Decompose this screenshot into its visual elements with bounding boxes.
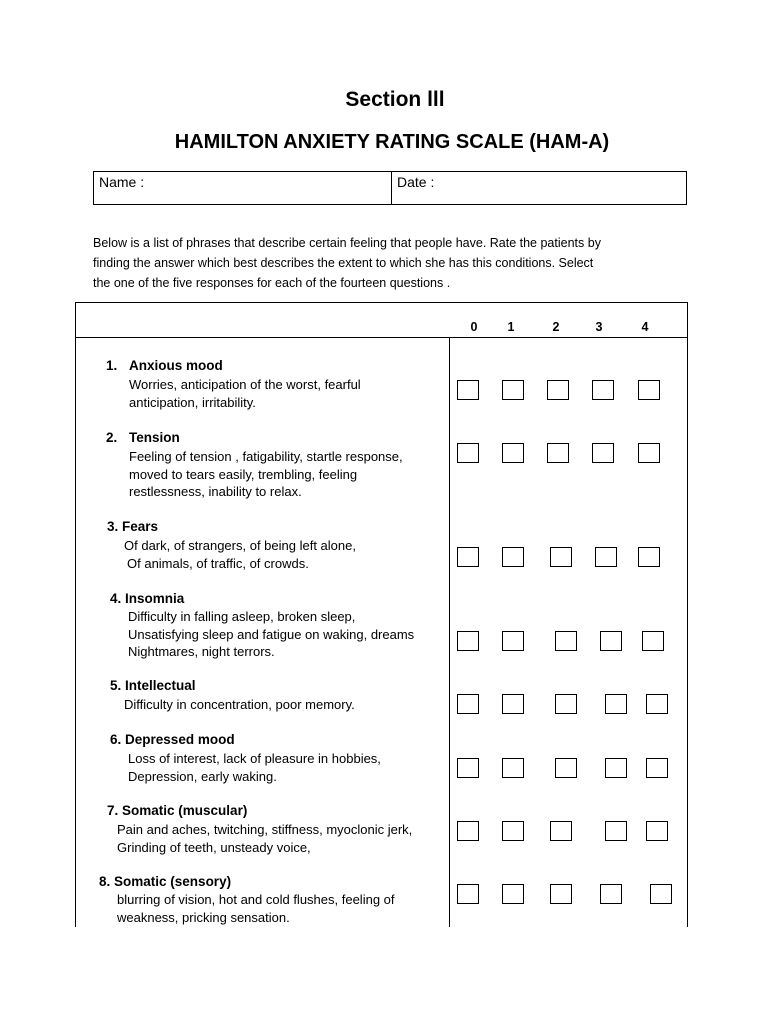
item-description-line: moved to tears easily, trembling, feeling bbox=[129, 466, 358, 482]
rating-box-item6-4[interactable] bbox=[646, 758, 668, 778]
item-title bbox=[107, 519, 158, 534]
item-label: Tension bbox=[129, 430, 180, 445]
scale-header-4: 4 bbox=[641, 320, 649, 334]
item-description-line: Loss of interest, lack of pleasure in hobbies, bbox=[128, 751, 381, 766]
rating-box-item6-2[interactable] bbox=[555, 758, 577, 778]
rating-box-item4-4[interactable] bbox=[642, 631, 664, 651]
item-number: 3. bbox=[107, 519, 119, 534]
rating-box-item8-3[interactable] bbox=[600, 884, 622, 904]
scale-header-0: 0 bbox=[470, 320, 478, 334]
item-number: 1. bbox=[106, 358, 118, 373]
item-description-line: restlessness, inability to relax. bbox=[129, 484, 302, 499]
item-number: 7. bbox=[107, 803, 119, 818]
rating-box-item2-4[interactable] bbox=[638, 443, 660, 463]
item-label: Anxious mood bbox=[129, 358, 223, 373]
item-description-line: Worries, anticipation of the worst, fearful bbox=[129, 377, 361, 392]
rating-box-item5-2[interactable] bbox=[555, 694, 577, 714]
rating-box-item4-1[interactable] bbox=[502, 631, 524, 651]
item-description-line: weakness, pricking sensation. bbox=[117, 909, 290, 925]
rating-box-item6-0[interactable] bbox=[457, 758, 479, 778]
name-field[interactable]: Name : bbox=[94, 172, 392, 204]
item-description bbox=[129, 448, 403, 501]
instructions-line: finding the answer which best describes the extent to which she has this conditions. Select bbox=[93, 256, 594, 270]
rating-box-item4-3[interactable] bbox=[600, 631, 622, 651]
rating-box-item1-2[interactable] bbox=[547, 380, 569, 400]
item-title bbox=[110, 678, 196, 693]
item-label: Insomnia bbox=[125, 591, 185, 606]
rating-box-item7-3[interactable] bbox=[605, 821, 627, 841]
rating-box-item2-0[interactable] bbox=[457, 443, 479, 463]
item-label: Fears bbox=[122, 519, 159, 534]
item-description-line: Depression, early waking. bbox=[128, 768, 277, 784]
item-title bbox=[110, 732, 235, 747]
item-description-line: Unsatisfying sleep and fatigue on waking, dreams bbox=[128, 626, 415, 642]
rating-box-item5-3[interactable] bbox=[605, 694, 627, 714]
item-description bbox=[124, 537, 356, 572]
section-title: Section lll bbox=[345, 88, 445, 111]
rating-box-item2-3[interactable] bbox=[592, 443, 614, 463]
instructions bbox=[93, 233, 683, 293]
rating-box-item1-0[interactable] bbox=[457, 380, 479, 400]
item-number: 4. bbox=[110, 591, 122, 606]
item-number: 2. bbox=[106, 430, 118, 445]
page-title: HAMILTON ANXIETY RATING SCALE (HAM-A) bbox=[174, 131, 610, 153]
rating-box-item3-2[interactable] bbox=[550, 547, 572, 567]
item-label: Intellectual bbox=[125, 678, 196, 693]
item-description bbox=[124, 696, 355, 714]
item-description-line: blurring of vision, hot and cold flushes, feeling of bbox=[117, 892, 395, 907]
rating-box-item5-4[interactable] bbox=[646, 694, 668, 714]
rating-box-item2-2[interactable] bbox=[547, 443, 569, 463]
rating-box-item7-2[interactable] bbox=[550, 821, 572, 841]
item-description bbox=[117, 891, 395, 926]
rating-box-item8-1[interactable] bbox=[502, 884, 524, 904]
rating-box-item7-1[interactable] bbox=[502, 821, 524, 841]
item-description-line: Grinding of teeth, unsteady voice, bbox=[117, 839, 311, 855]
rating-box-item5-0[interactable] bbox=[457, 694, 479, 714]
item-description-line: Pain and aches, twitching, stiffness, myoclonic jerk, bbox=[117, 822, 413, 837]
rating-box-item2-1[interactable] bbox=[502, 443, 524, 463]
item-title bbox=[99, 874, 231, 889]
instructions-line: the one of the five responses for each of the fourteen questions . bbox=[93, 276, 451, 290]
rating-box-item3-0[interactable] bbox=[457, 547, 479, 567]
rating-box-item4-0[interactable] bbox=[457, 631, 479, 651]
rating-box-item1-1[interactable] bbox=[502, 380, 524, 400]
item-number: 5. bbox=[110, 678, 122, 693]
item-description-line: Difficulty in concentration, poor memory. bbox=[124, 697, 355, 712]
item-description-line: Feeling of tension , fatigability, startle response, bbox=[129, 449, 403, 464]
rating-box-item1-3[interactable] bbox=[592, 380, 614, 400]
item-title bbox=[106, 430, 180, 445]
rating-box-item8-4[interactable] bbox=[650, 884, 672, 904]
item-label: Somatic (sensory) bbox=[114, 874, 232, 889]
name-date-box bbox=[93, 171, 687, 205]
rating-box-item4-2[interactable] bbox=[555, 631, 577, 651]
rating-box-item6-1[interactable] bbox=[502, 758, 524, 778]
rating-box-item5-1[interactable] bbox=[502, 694, 524, 714]
rating-box-item3-1[interactable] bbox=[502, 547, 524, 567]
item-description-line: Of dark, of strangers, of being left alone, bbox=[124, 538, 356, 553]
item-label: Somatic (muscular) bbox=[122, 803, 248, 818]
item-title bbox=[106, 358, 223, 373]
item-description-line: Nightmares, night terrors. bbox=[128, 644, 275, 659]
rating-box-item3-3[interactable] bbox=[595, 547, 617, 567]
rating-box-item1-4[interactable] bbox=[638, 380, 660, 400]
item-description bbox=[117, 821, 412, 856]
column-divider bbox=[449, 337, 450, 927]
item-description-line: Of animals, of traffic, of crowds. bbox=[127, 555, 309, 571]
date-field[interactable]: Date : bbox=[397, 174, 435, 190]
rating-box-item8-0[interactable] bbox=[457, 884, 479, 904]
header-divider bbox=[76, 337, 687, 338]
item-description bbox=[129, 376, 361, 411]
instructions-line: Below is a list of phrases that describe certain feeling that people have. Rate the patients by bbox=[93, 236, 601, 250]
item-description-line: anticipation, irritability. bbox=[129, 394, 256, 410]
rating-box-item7-0[interactable] bbox=[457, 821, 479, 841]
item-description-line: Difficulty in falling asleep, broken sleep, bbox=[128, 609, 356, 624]
item-description bbox=[128, 608, 414, 661]
item-title bbox=[107, 803, 247, 818]
scale-header-2: 2 bbox=[552, 320, 560, 334]
scale-header-1: 1 bbox=[507, 320, 515, 334]
item-title bbox=[110, 591, 184, 606]
item-description bbox=[128, 750, 381, 785]
item-label: Depressed mood bbox=[125, 732, 235, 747]
item-number: 6. bbox=[110, 732, 122, 747]
rating-box-item7-4[interactable] bbox=[646, 821, 668, 841]
rating-box-item8-2[interactable] bbox=[550, 884, 572, 904]
item-number: 8. bbox=[99, 874, 111, 889]
rating-form bbox=[75, 302, 688, 927]
scale-header-3: 3 bbox=[595, 320, 603, 334]
rating-box-item3-4[interactable] bbox=[638, 547, 660, 567]
rating-box-item6-3[interactable] bbox=[605, 758, 627, 778]
